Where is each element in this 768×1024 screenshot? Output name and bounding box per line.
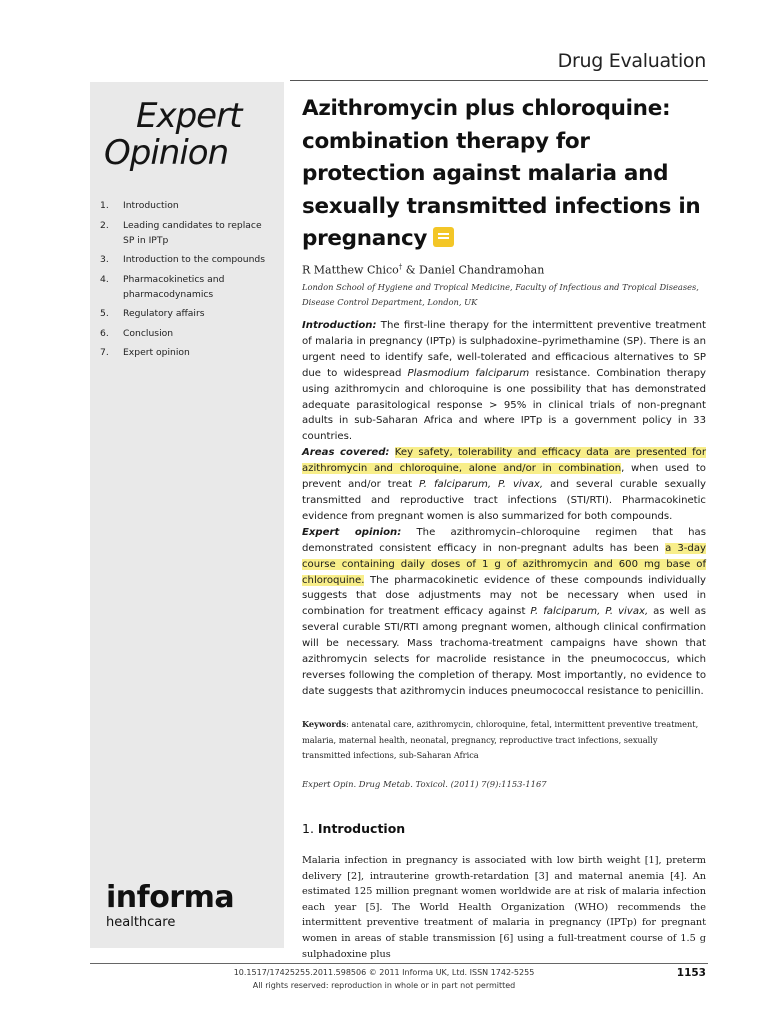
toc-item-expert-opinion[interactable]: 7. Expert opinion: [100, 347, 190, 358]
body-text: Malaria infection in pregnancy is associated with low birth weight [1], preterm delivery [2], intrauterine growth-retardation [3] and maternal anemia [4]. An estimated 125 million pregnant women worldwide are at risk of malaria infection each year [5]. The World Health Organization (WHO) recommends the intermittent preventive treatment of malaria in pregnancy (IPTp) for pregnant women in areas of stable transmission [6] using a full-treatment course of 1.5 g sulphadoxine plus: [302, 855, 706, 960]
page-number: 1153: [676, 967, 706, 979]
section-label: Drug Evaluation: [557, 50, 706, 72]
publisher-logo: [106, 881, 234, 931]
comment-note-icon[interactable]: [433, 227, 454, 247]
footer-rights: All rights reserved: reproduction in whole or in part not permitted: [252, 981, 516, 990]
highlight[interactable]: a 3-day course containing daily doses of 1 g of azithromycin and 600 mg base of chloroquine.: [302, 542, 706, 586]
publisher-name: informa: [106, 880, 235, 915]
keywords: Keywords: antenatal care, azithromycin, chloroquine, fetal, intermittent preventive treatment, malaria, maternal health, neonatal, pregnancy, reproductive tract infections, sexually transmitted infections, sub-Saharan Africa: [302, 719, 699, 760]
footer-doi: 10.1517/17425255.2011.598506 © 2011 Informa UK, Ltd. ISSN 1742-5255: [233, 968, 535, 977]
article-title-text: Azithromycin plus chloroquine: combination therapy for protection against malaria and sexually transmitted infections in pregnancy: [302, 96, 701, 251]
highlight[interactable]: Key safety, tolerability and efficacy data are presented for azithromycin and chloroquine, alone and/or in combination: [302, 447, 706, 475]
top-rule: [290, 80, 708, 81]
toc-item-introduction[interactable]: 1. Introduction: [100, 200, 179, 211]
affiliation: London School of Hygiene and Tropical Medicine, Faculty of Infectious and Tropical Diseases, Disease Control Department, London, UK: [302, 282, 699, 307]
abstract: [302, 318, 706, 700]
section-heading-introduction: 1. Introduction: [302, 821, 406, 836]
article-title: [302, 93, 702, 256]
journal-logo-line2: Opinion: [104, 133, 229, 173]
abstract-areas-covered: Areas covered: Key safety, tolerability and efficacy data are presented for azithromycin and chloroquine, alone and/or in combination, when used to prevent and/or treat P. falciparum, P. vivax, and several curable sexually transmitted and reproductive tract infections (STI/RTI). Pharmacokinetic evidence from pregnant women is also summarized for both compounds.: [302, 447, 706, 522]
toc-item-pharmacokinetics[interactable]: 4. Pharmacokinetics and pharmacodynamics: [100, 273, 225, 300]
authors: R Matthew Chico† & Daniel Chandramohan: [302, 263, 545, 277]
toc-item-regulatory[interactable]: 5. Regulatory affairs: [100, 308, 205, 319]
citation: Expert Opin. Drug Metab. Toxicol. (2011) 7(9):1153-1167: [302, 779, 547, 789]
journal-logo: [104, 98, 241, 172]
toc-item-candidates[interactable]: 2. Leading candidates to replace SP in IPTp: [100, 219, 262, 246]
journal-logo-line1: Expert: [136, 96, 242, 136]
abstract-expert-opinion: Expert opinion: The azithromycin–chloroquine regimen that has demonstrated consistent efficacy in non-pregnant adults has been a 3-day course containing daily doses of 1 g of azithromycin and 600 mg base of chloroquine. The pharmacokinetic evidence of these compounds individually suggests that dose adjustments may not be necessary when used in combination for treatment efficacy against P. falciparum, P. vivax, as well as several curable STI/RTI among pregnant women, although clinical confirmation will be necessary. Mass trachoma-treatment campaigns have shown that azithromycin selects for macrolide resistance in the pneumococcus, which reverses following the completion of therapy. Most importantly, no evidence to date suggests that azithromycin induces pneumococcal resistance to penicillin.: [302, 526, 707, 697]
bottom-rule: [90, 963, 708, 964]
table-of-contents: [100, 198, 270, 365]
toc-item-compounds[interactable]: 3. Introduction to the compounds: [100, 254, 266, 265]
toc-item-conclusion[interactable]: 6. Conclusion: [100, 327, 174, 339]
abstract-introduction: Introduction: The first-line therapy for the intermittent preventive treatment of malaria in pregnancy (IPTp) is sulphadoxine–pyrimethamine (SP). There is an urgent need to identify safe, well-tolerated and efficacious alternatives to SP due to widespread Plasmodium falciparum resistance. Combination therapy using azithromycin and chloroquine is one possibility that has demonstrated adequate parasitological response > 95% in clinical trials of non-pregnant adults in sub-Saharan Africa and where IPTp is a government policy in 33 countries.: [302, 320, 706, 443]
publisher-sub: healthcare: [106, 915, 176, 930]
